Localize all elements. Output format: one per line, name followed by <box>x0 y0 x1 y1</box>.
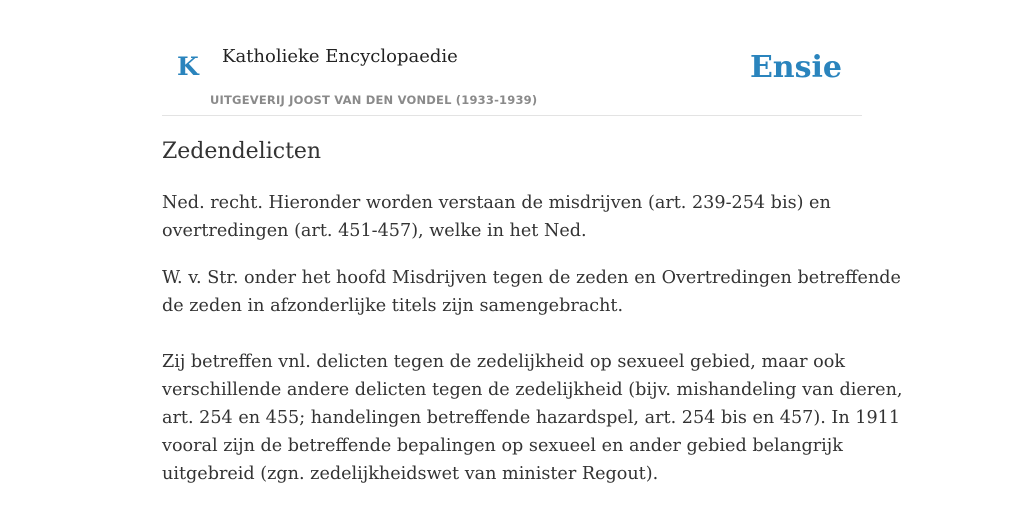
paragraph-line: W. v. Str. onder het hoofd Misdrijven tegen de zeden en Overtredingen betreffende <box>162 267 901 288</box>
paragraph-line: Ned. recht. Hieronder worden verstaan de misdrijven (art. 239-254 bis) en <box>162 192 831 213</box>
paragraph-line: de zeden in afzonderlijke titels zijn samengebracht. <box>162 295 624 316</box>
publisher-label: UITGEVERIJ JOOST VAN DEN VONDEL (1933-1939) <box>210 93 538 107</box>
header <box>162 40 862 116</box>
paragraph-line: vooral zijn de betreffende bepalingen op sexueel en ander gebied belangrijk <box>162 435 843 456</box>
book-title-link[interactable]: Katholieke Encyclopaedie <box>222 46 458 67</box>
article-title: Zedendelicten <box>162 139 322 164</box>
article-paragraph <box>162 348 903 488</box>
article-paragraph <box>162 189 862 245</box>
book-logo-icon[interactable]: K <box>177 52 199 81</box>
paragraph-line: Zij betreffen vnl. delicten tegen de zedelijkheid op sexueel gebied, maar ook <box>162 351 845 372</box>
paragraph-line: verschillende andere delicten tegen de zedelijkheid (bijv. mishandeling van dieren, <box>162 379 903 400</box>
article-paragraph <box>162 264 901 320</box>
ensie-logo-link[interactable]: Ensie <box>749 50 842 85</box>
paragraph-line: overtredingen (art. 451-457), welke in het Ned. <box>162 220 587 241</box>
paragraph-line: art. 254 en 455; handelingen betreffende hazardspel, art. 254 bis en 457). In 1911 <box>162 407 901 428</box>
paragraph-line: uitgebreid (zgn. zedelijkheidswet van minister Regout). <box>162 463 659 484</box>
article <box>162 138 903 488</box>
